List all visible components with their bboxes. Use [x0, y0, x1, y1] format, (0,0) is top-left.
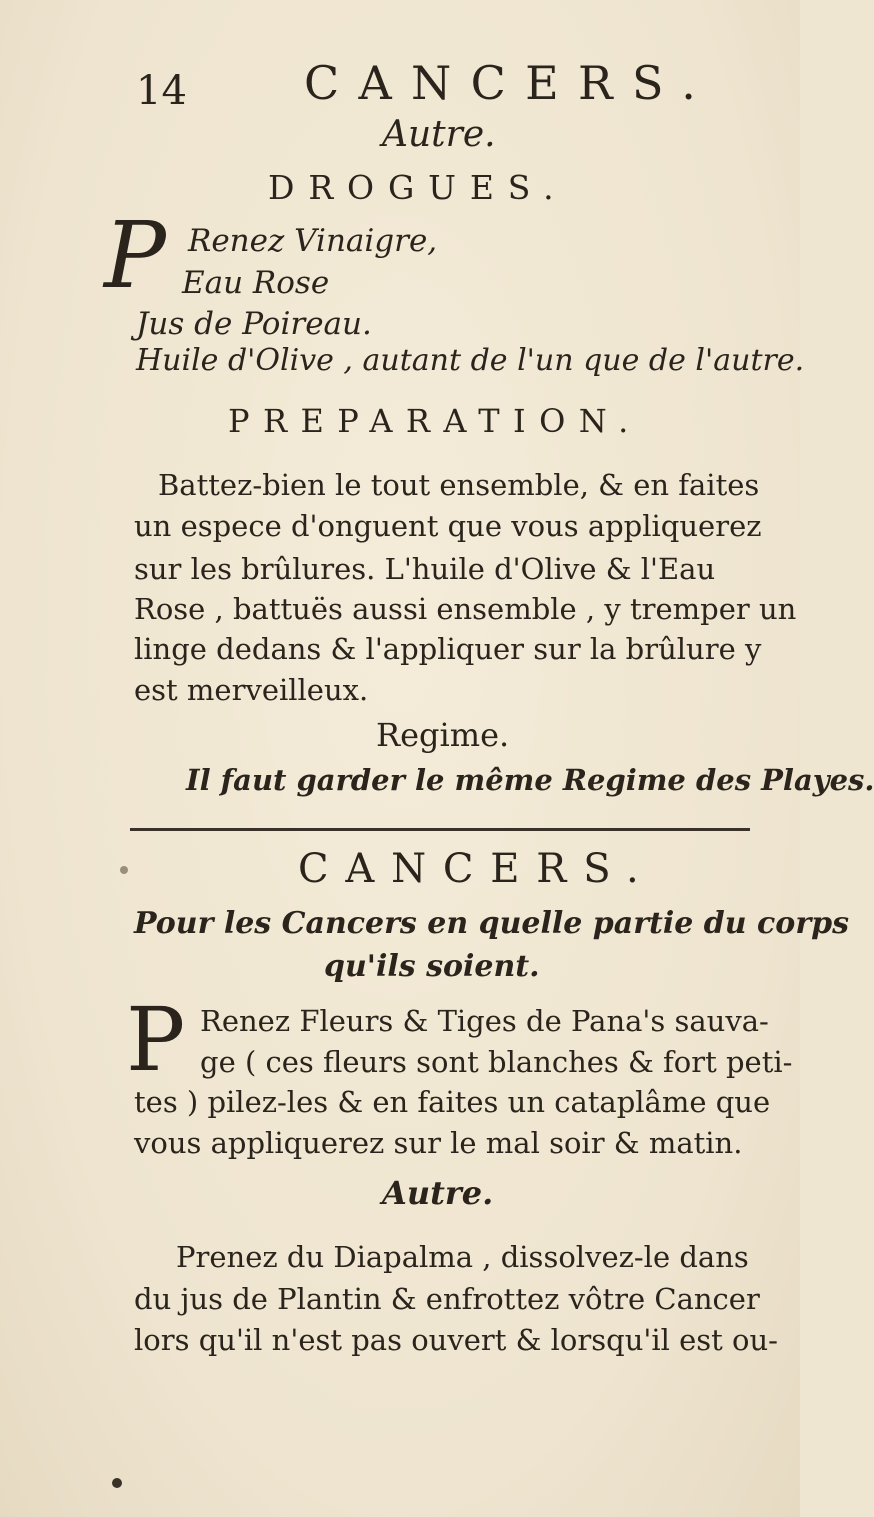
paragraph-line: linge dedans & l'appliquer sur la brûlure y	[134, 632, 762, 666]
autre-line: Prenez du Diapalma , dissolvez-le dans	[176, 1240, 749, 1274]
drogue-item: Jus de Poireau.	[136, 306, 372, 342]
drogue-item: Eau Rose	[182, 265, 330, 301]
ink-speck	[120, 866, 128, 874]
section-subtitle: Autre.	[382, 114, 496, 155]
drogue-item: Huile d'Olive , autant de l'un que de l'autre.	[136, 343, 805, 378]
autre-heading: Autre.	[382, 1174, 494, 1212]
regime-heading: Regime.	[376, 716, 510, 754]
paragraph-line: Battez-bien le tout ensemble, & en faites	[158, 468, 760, 502]
regime-text: Il faut garder le même Regime des Playes.	[186, 763, 874, 797]
section2-subtitle-line: Pour les Cancers en quelle partie du corps	[134, 906, 849, 941]
drogues-heading: DROGUES.	[268, 168, 568, 207]
autre-line: du jus de Plantin & enfrottez vôtre Cancer	[134, 1282, 760, 1316]
page-number: 14	[136, 68, 187, 114]
paragraph-line: sur les brûlures. L'huile d'Olive & l'Eau	[134, 552, 716, 586]
section-title: CANCERS.	[298, 846, 656, 892]
paragraph-line: Rose , battuës aussi ensemble , y tremper un	[134, 592, 797, 626]
ink-speck	[112, 1478, 122, 1488]
drop-cap: P	[104, 202, 166, 309]
recipe-line: vous appliquerez sur le mal soir & matin.	[134, 1126, 743, 1160]
section2-subtitle-line: qu'ils soient.	[324, 949, 540, 984]
recipe-line: Renez Fleurs & Tiges de Pana's sauva-	[200, 1004, 769, 1038]
drogue-item: Renez Vinaigre,	[188, 223, 438, 259]
preparation-heading: PREPARATION.	[228, 402, 642, 440]
autre-line: lors qu'il n'est pas ouvert & lorsqu'il est ou-	[134, 1323, 778, 1357]
section-divider	[130, 828, 750, 831]
paragraph-line: est merveilleux.	[134, 673, 369, 707]
recipe-line: ge ( ces fleurs sont blanches & fort peti-	[200, 1045, 793, 1079]
drop-cap: P	[126, 988, 186, 1091]
running-title: CANCERS.	[304, 56, 716, 110]
paragraph-line: un espece d'onguent que vous appliquerez	[134, 509, 762, 543]
recipe-line: tes ) pilez-les & en faites un cataplâme que	[134, 1085, 771, 1119]
